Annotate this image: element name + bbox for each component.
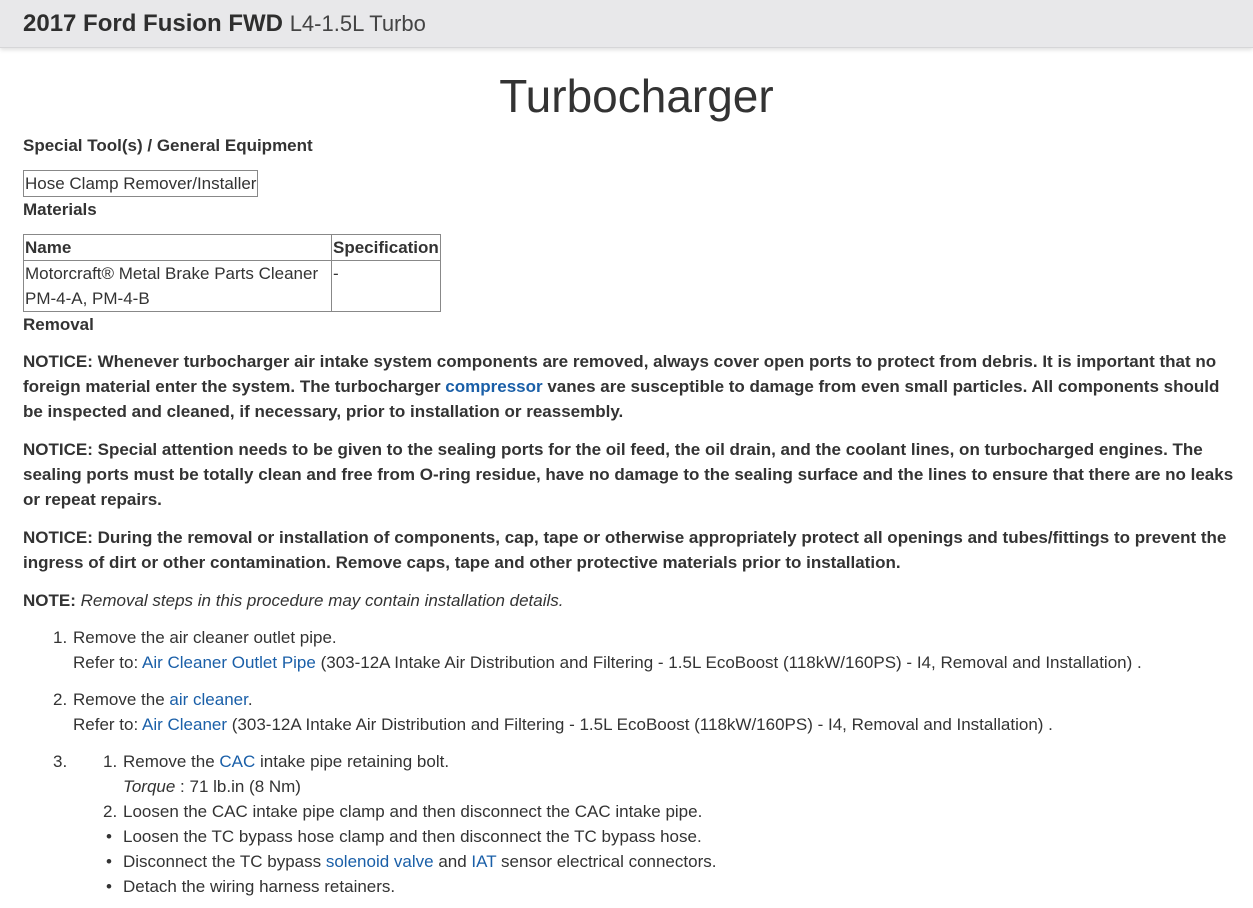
document-body <box>23 66 1238 899</box>
step-2 <box>23 687 1238 737</box>
special-tools-heading: Special Tool(s) / General Equipment <box>23 136 313 155</box>
substep-number: 2. <box>103 802 118 821</box>
notice-sealing-ports <box>23 437 1238 512</box>
substep-text: Loosen the TC bypass hose clamp and then disconnect the TC bypass hose. <box>123 827 702 846</box>
table-header-row <box>24 235 441 261</box>
page-title: Turbocharger <box>499 70 774 122</box>
table-row <box>24 171 258 197</box>
air-cleaner-outlet-pipe-link[interactable]: Air Cleaner Outlet Pipe <box>141 653 316 672</box>
notice-debris <box>23 349 1238 424</box>
step-number: 2. <box>53 690 68 709</box>
notice-text: During the removal or installation of components, cap, tape or otherwise appropriately protect all openings and tubes/fittings to prevent the ingress of dirt or other contamination. Remove caps, tape and other protective materials prior to installation. <box>23 528 1227 572</box>
substep-text-part: intake pipe retaining bolt. <box>255 752 450 771</box>
tool-name-cell: Hose Clamp Remover/Installer <box>24 171 258 197</box>
cac-link[interactable]: CAC <box>219 752 256 771</box>
removal-heading: Removal <box>23 315 94 334</box>
substep-text <box>123 849 1238 874</box>
substep-text: Loosen the CAC intake pipe clamp and then disconnect the CAC intake pipe. <box>123 802 703 821</box>
table-row <box>24 261 441 312</box>
substep-bullet <box>73 874 1238 899</box>
refer-to <box>73 712 1238 737</box>
substep-1 <box>73 749 1238 799</box>
refer-text: (303-12A Intake Air Distribution and Filtering - 1.5L EcoBoost (118kW/160PS) - I4, Removal and Installation) . <box>315 653 1142 672</box>
special-tools-table <box>23 170 258 197</box>
step-text-part: . <box>247 690 253 709</box>
bullet-marker: • <box>106 852 112 871</box>
note-label: NOTE: <box>23 591 76 610</box>
note-text: Removal steps in this procedure may contain installation details. <box>80 591 564 610</box>
note-installation-details <box>23 588 1238 613</box>
air-cleaner-link[interactable]: air cleaner <box>169 690 248 709</box>
step-1 <box>23 625 1238 675</box>
solenoid-valve-link[interactable]: solenoid valve <box>325 852 434 871</box>
vehicle-name: 2017 Ford Fusion FWD <box>23 10 284 37</box>
material-spec-cell: - <box>332 261 441 312</box>
bullet-marker: • <box>106 877 112 896</box>
engine-name: L4-1.5L Turbo <box>289 11 426 36</box>
notice-text: vanes are susceptible to damage from even small particles. All components should be inspected and cleaned, if necessary, prior to installation or reassembly. <box>23 377 1220 421</box>
substep-text-part: and <box>433 852 472 871</box>
step-text <box>73 687 1238 712</box>
notice-label: NOTICE: <box>23 528 93 547</box>
removal-steps <box>23 625 1238 899</box>
notice-text: Whenever turbocharger air intake system components are removed, always cover open ports to protect from debris. It is important that no foreign material enter the system. The turbocharger <box>23 352 1217 396</box>
torque-label: Torque <box>123 777 176 796</box>
refer-text: (303-12A Intake Air Distribution and Filtering - 1.5L EcoBoost (118kW/160PS) - I4, Removal and Installation) . <box>227 715 1053 734</box>
substep-text-part: Disconnect the TC bypass <box>123 852 326 871</box>
step-number: 3. <box>53 752 68 771</box>
bullet-marker: • <box>106 827 112 846</box>
air-cleaner-refer-link[interactable]: Air Cleaner <box>141 715 228 734</box>
refer-label: Refer to: <box>73 715 142 734</box>
step-number: 1. <box>53 628 68 647</box>
torque-value: : 71 lb.in (8 Nm) <box>180 777 301 796</box>
refer-label: Refer to: <box>73 653 142 672</box>
notice-label: NOTICE: <box>23 352 93 371</box>
substep-text-part: Remove the <box>123 752 220 771</box>
material-name-cell: Motorcraft® Metal Brake Parts Cleaner PM-4-A, PM-4-B <box>24 261 332 312</box>
substep-bullet <box>73 824 1238 849</box>
substep-text-part: sensor electrical connectors. <box>496 852 717 871</box>
refer-to <box>73 650 1238 675</box>
notice-contamination <box>23 525 1238 575</box>
torque-spec <box>123 774 1238 799</box>
step-3 <box>23 749 1238 899</box>
substep-text: Detach the wiring harness retainers. <box>123 877 396 896</box>
vehicle-title <box>23 9 426 39</box>
notice-label: NOTICE: <box>23 440 93 459</box>
iat-link[interactable]: IAT <box>471 852 497 871</box>
step-text-part: Remove the <box>73 690 170 709</box>
substep-text <box>123 749 1238 774</box>
substep-bullet <box>73 849 1238 874</box>
materials-table <box>23 234 441 312</box>
step-3-substeps <box>73 749 1238 899</box>
materials-heading: Materials <box>23 200 97 219</box>
substep-2 <box>73 799 1238 824</box>
column-header-specification: Specification <box>332 235 441 261</box>
notice-text: Special attention needs to be given to the sealing ports for the oil feed, the oil drain, and the coolant lines, on turbocharged engines. The sealing ports must be totally clean and free from O-ring residue, have no damage to the sealing surface and the lines to ensure that there are no leaks or repeat repairs. <box>23 440 1234 509</box>
substep-number: 1. <box>103 752 118 771</box>
column-header-name: Name <box>24 235 332 261</box>
compressor-link[interactable]: compressor <box>445 377 543 396</box>
step-text: Remove the air cleaner outlet pipe. <box>73 628 337 647</box>
vehicle-header-bar <box>0 0 1253 48</box>
